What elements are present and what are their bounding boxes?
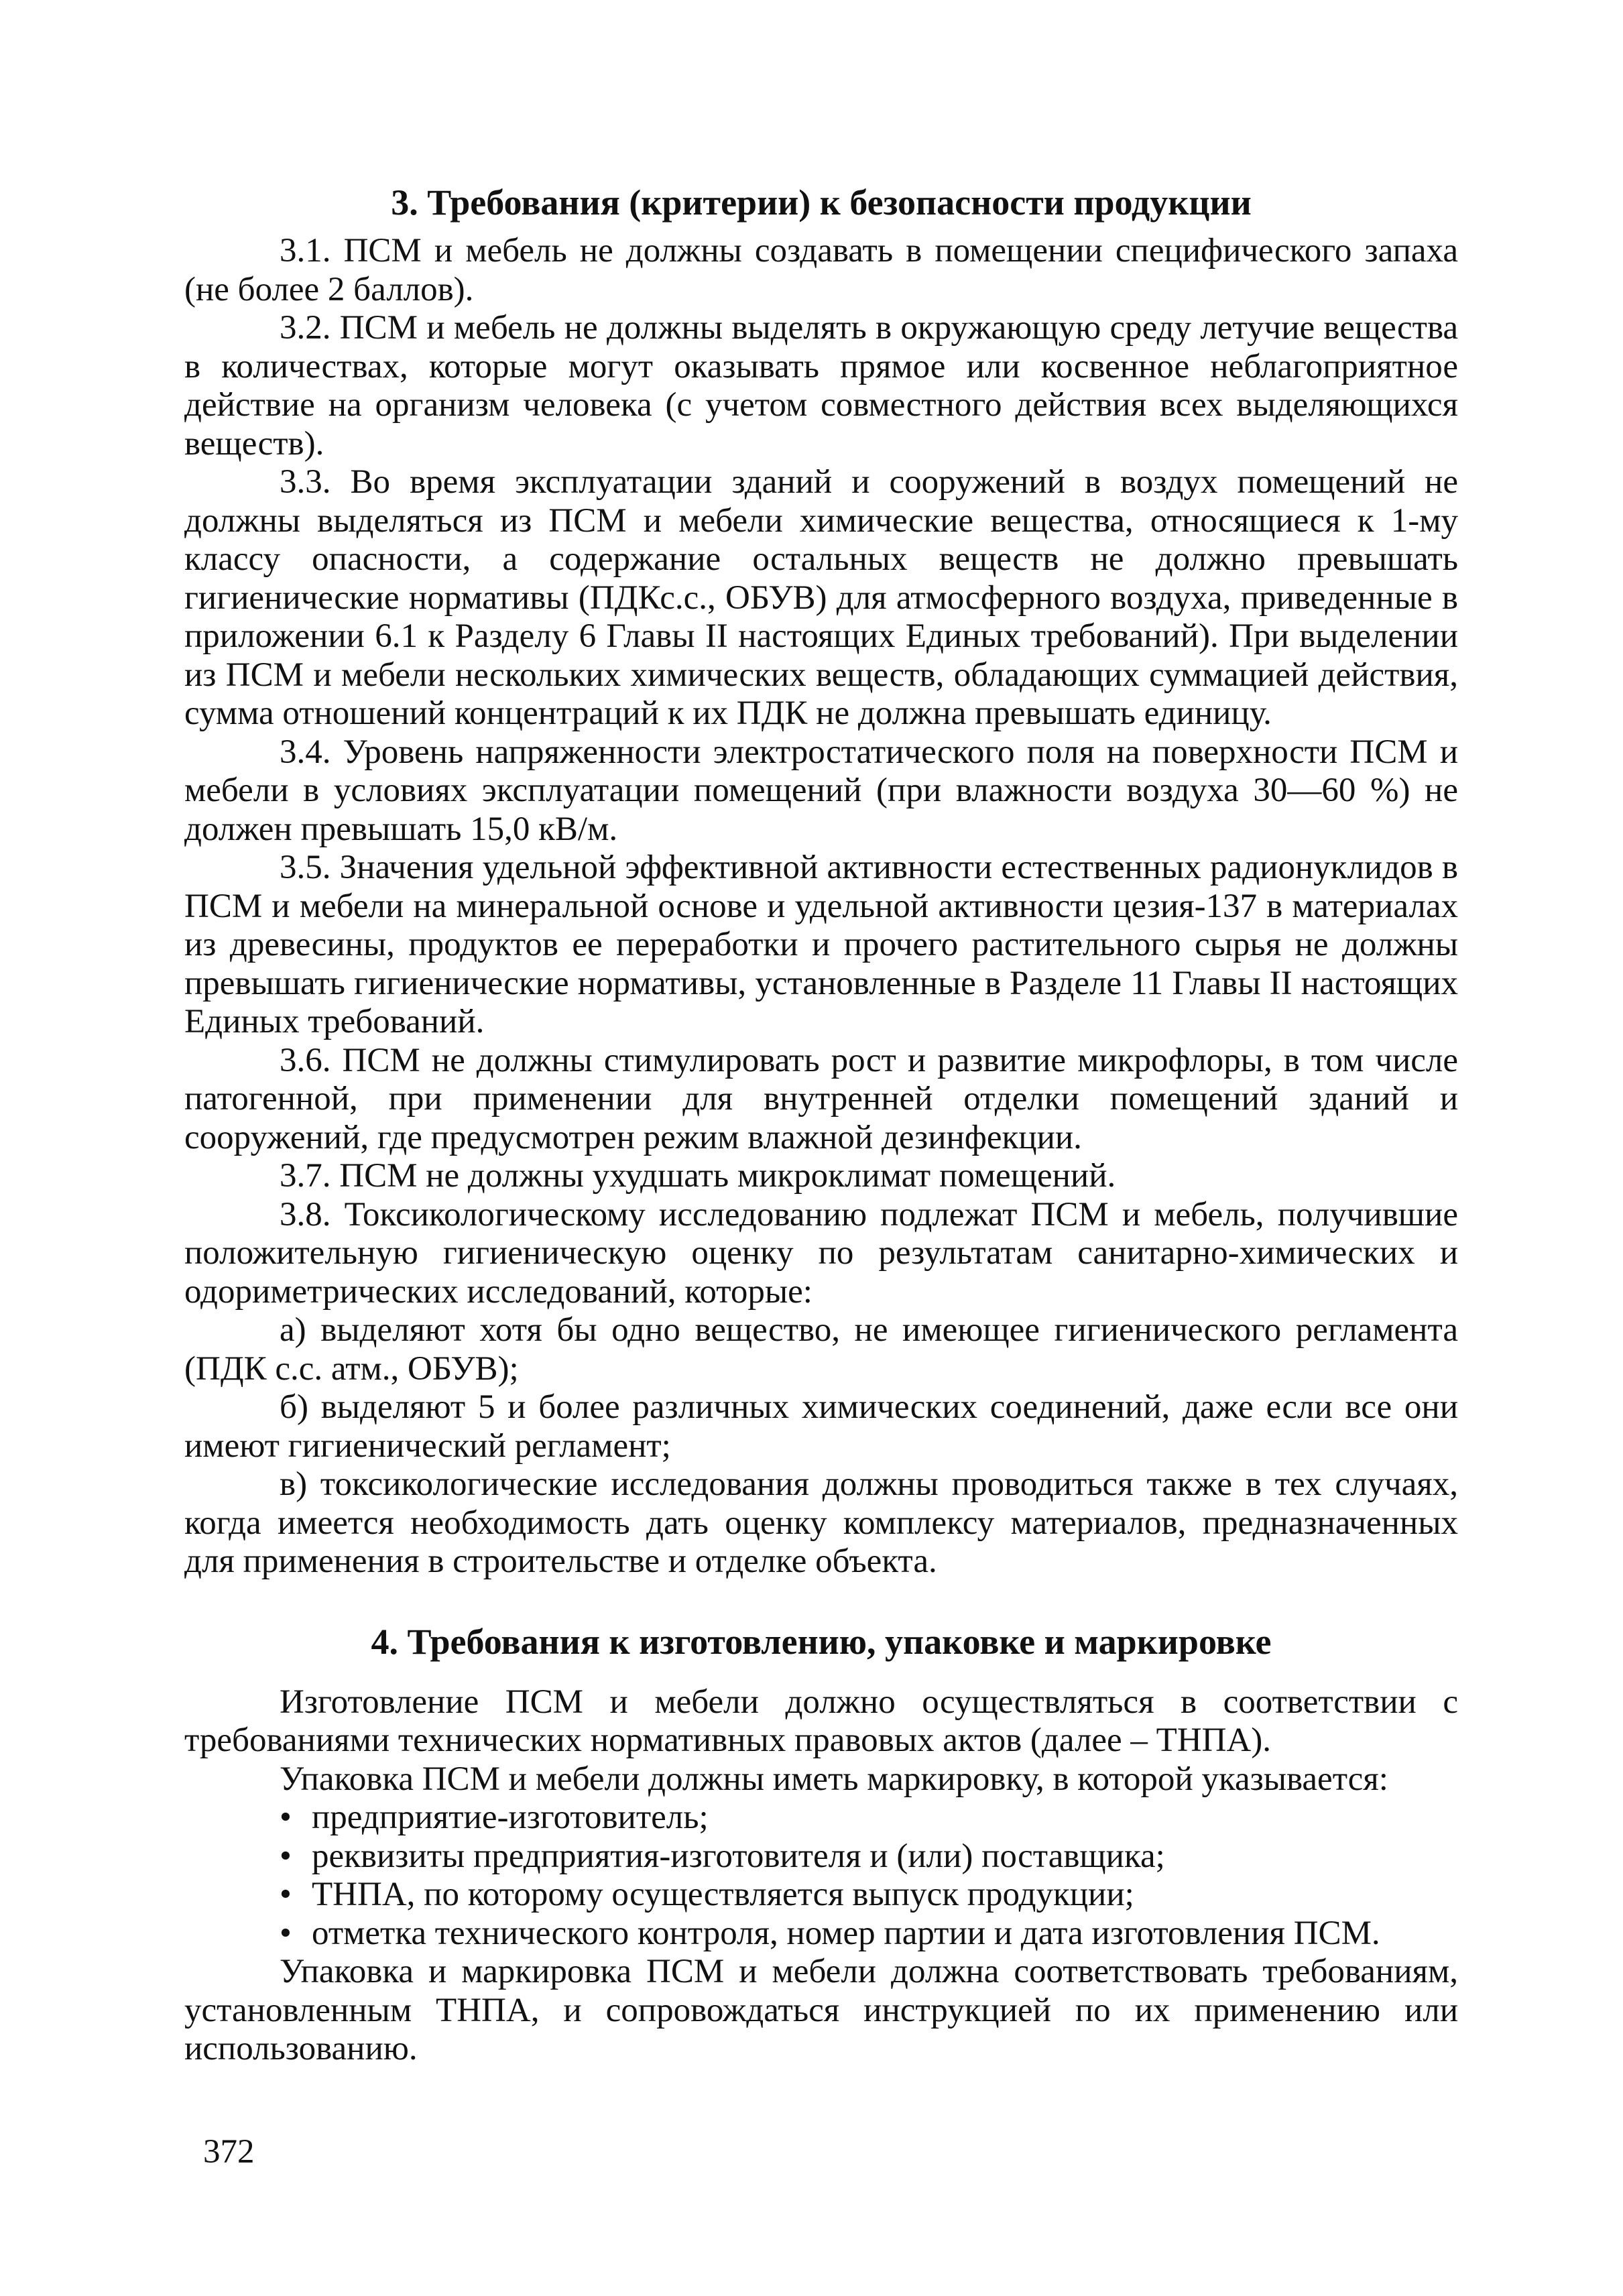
list-item-text: отметка технического контроля, номер партии и дата изготовления ПСМ.: [312, 1914, 1380, 1952]
section-3-title: 3. Требования (критерии) к безопасности продукции: [391, 182, 1252, 223]
paragraph-4-intro-2: Упаковка ПСМ и мебели должны иметь маркировку, в которой указывается:: [280, 1760, 1388, 1798]
page-number: 372: [203, 2133, 255, 2171]
bullet-icon: •: [280, 1837, 292, 1875]
bullet-icon: •: [280, 1914, 292, 1952]
paragraph-3-1: 3.1. ПСМ и мебель не должны создавать в помещении специфического запаха (не более 2 баллов).: [184, 232, 1458, 308]
bullet-icon: •: [280, 1876, 292, 1913]
paragraph-3-8-a: а) выделяют хотя бы одно вещество, не имеющее гигиенического регламента (ПДК с.с. атм., ОБУВ);: [184, 1311, 1458, 1388]
paragraph-3-6: 3.6. ПСМ не должны стимулировать рост и развитие микрофлоры, в том числе патогенной, при применении для внутренней отделки помещений зданий и сооружений, где предусмотрен режим влажной дезинфекции.: [184, 1041, 1458, 1156]
paragraph-3-7: 3.7. ПСМ не должны ухудшать микроклимат помещений.: [280, 1157, 1116, 1195]
paragraph-3-2: 3.2. ПСМ и мебель не должны выделять в окружающую среду летучие вещества в количествах, которые могут оказывать прямое или косвенное неблагоприятное действие на организм человека (с учетом совместного действия всех выделяющихся веществ).: [184, 309, 1458, 463]
list-item: [184, 1837, 1458, 1876]
list-item-text: ТНПА, по которому осуществляется выпуск продукции;: [312, 1876, 1134, 1913]
paragraph-3-4: 3.4. Уровень напряженности электростатического поля на поверхности ПСМ и мебели в условиях эксплуатации помещений (при влажности воздуха 30—60 %) не должен превышать 15,0 кВ/м.: [184, 733, 1458, 848]
paragraph-3-8-v: в) токсикологические исследования должны проводиться также в тех случаях, когда имеется необходимость дать оценку комплексу материалов, предназначенных для применения в строительстве и отделке объекта.: [184, 1465, 1458, 1580]
list-item-text: реквизиты предприятия-изготовителя и (или) поставщика;: [312, 1837, 1165, 1875]
paragraph-3-5: 3.5. Значения удельной эффективной активности естественных радионуклидов в ПСМ и мебели на минеральной основе и удельной активности цезия-137 в материалах из древесины, продуктов ее переработки и прочего растительного сырья не должны превышать гигиенические нормативы, установленные в Разделе 11 Главы II настоящих Единых требований.: [184, 849, 1458, 1040]
list-item-text: предприятие-изготовитель;: [312, 1799, 709, 1836]
section-4-title: 4. Требования к изготовлению, упаковке и маркировке: [371, 1621, 1272, 1662]
paragraph-4-intro-1: Изготовление ПСМ и мебели должно осуществляться в соответствии с требованиями технических нормативных правовых актов (далее – ТНПА).: [184, 1683, 1458, 1759]
list-item: [184, 1915, 1458, 1953]
bullet-icon: •: [280, 1799, 292, 1836]
list-item: [184, 1876, 1458, 1915]
paragraph-3-3: 3.3. Во время эксплуатации зданий и сооружений в воздух помещений не должны выделяться из ПСМ и мебели химические вещества, относящиеся к 1-му классу опасности, а содержание остальных веществ не должно превышать гигиенические нормативы (ПДКс.с., ОБУВ) для атмосферного воздуха, приведенные в приложении 6.1 к Разделу 6 Главы II настоящих Единых требований). При выделении из ПСМ и мебели нескольких химических веществ, обладающих суммацией действия, сумма отношений концентраций к их ПДК не должна превышать единицу.: [184, 463, 1458, 732]
document-page: [184, 181, 1458, 2069]
paragraph-3-8: 3.8. Токсикологическому исследованию подлежат ПСМ и мебель, получившие положительную гигиеническую оценку по результатам санитарно-химических и одориметрических исследований, которые:: [184, 1195, 1458, 1311]
marking-list: [184, 1799, 1458, 1953]
paragraph-4-closing: Упаковка и маркировка ПСМ и мебели должна соответствовать требованиям, установленным ТНПА, и сопровождаться инструкцией по их применению или использованию.: [184, 1953, 1458, 2067]
paragraph-3-8-b: б) выделяют 5 и более различных химических соединений, даже если все они имеют гигиенический регламент;: [184, 1388, 1458, 1465]
list-item: [184, 1799, 1458, 1837]
